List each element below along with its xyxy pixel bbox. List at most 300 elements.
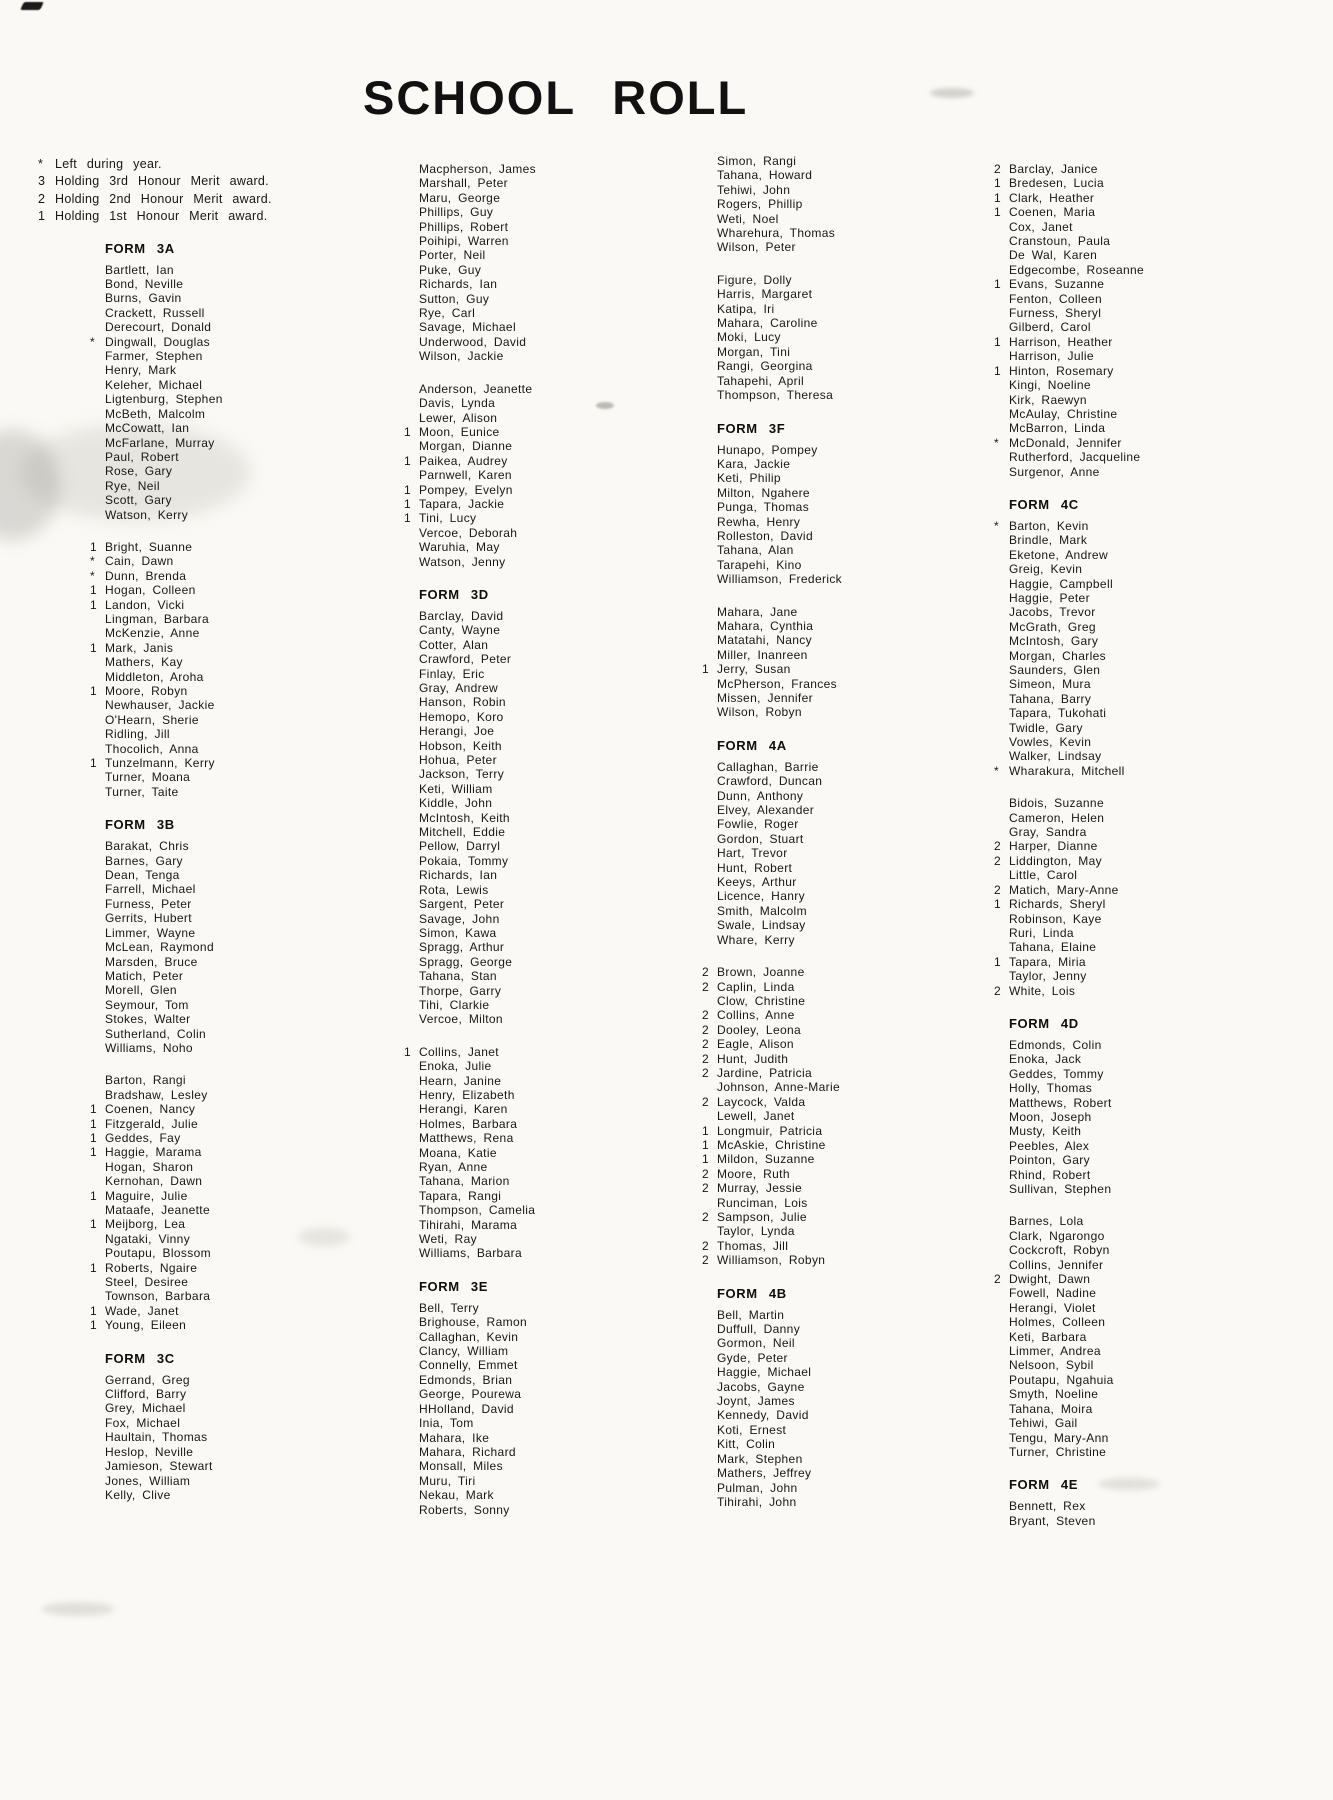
roll-entry — [90, 1041, 378, 1055]
student-name: Tahana, Alan — [717, 543, 794, 558]
roll-entry — [90, 583, 378, 597]
student-name: Cockcroft, Robyn — [1009, 1243, 1110, 1258]
merit-mark: 1 — [994, 176, 1002, 191]
legend-symbol: 3 — [38, 174, 46, 189]
roll-entry — [90, 742, 378, 756]
student-name: Hart, Trevor — [717, 846, 788, 861]
student-name: Longmuir, Patricia — [717, 1123, 823, 1138]
student-name: Lingman, Barbara — [105, 611, 209, 626]
merit-mark: 2 — [994, 983, 1002, 998]
roll-entry — [90, 1131, 378, 1145]
roll-entry — [90, 1232, 378, 1246]
roll-entry — [994, 548, 1333, 562]
roll-entry — [404, 710, 744, 724]
name-group — [994, 1038, 1333, 1196]
roll-entry — [702, 1196, 1042, 1210]
roll-entry — [702, 1066, 1042, 1080]
student-name: Farmer, Stephen — [105, 349, 203, 364]
student-name: Figure, Dolly — [717, 272, 792, 287]
roll-entry — [90, 911, 378, 925]
student-name: Waruhia, May — [419, 540, 500, 555]
student-name: Hemopo, Koro — [419, 709, 504, 724]
roll-entry — [702, 316, 1042, 330]
student-name: Gray, Andrew — [419, 681, 499, 695]
student-name: Eketone, Andrew — [1009, 547, 1108, 562]
merit-mark: 1 — [994, 334, 1002, 349]
student-name: Haggie, Marama — [105, 1145, 202, 1160]
name-group — [702, 273, 1042, 403]
roll-entry — [994, 1330, 1333, 1344]
student-name: Nelsoon, Sybil — [1009, 1358, 1094, 1373]
roll-entry — [994, 191, 1333, 205]
roll-entry — [702, 875, 1042, 889]
merit-mark: * — [90, 554, 96, 569]
roll-entry — [702, 705, 1042, 719]
student-name: Murray, Jessie — [717, 1181, 803, 1196]
roll-entry — [90, 378, 378, 392]
roll-entry — [90, 320, 378, 334]
student-name: Turner, Taite — [105, 784, 179, 799]
student-name: Hobson, Keith — [419, 738, 502, 753]
merit-mark: 1 — [994, 897, 1002, 912]
student-name: Peebles, Alex — [1009, 1138, 1090, 1153]
student-name: Rutherford, Jacqueline — [1009, 450, 1141, 465]
roll-entry — [994, 883, 1333, 897]
roll-entry — [404, 695, 744, 709]
roll-entry — [994, 306, 1333, 320]
student-name: Matthews, Rena — [419, 1131, 514, 1146]
roll-entry — [702, 933, 1042, 947]
student-name: Swale, Lindsay — [717, 918, 806, 933]
name-group — [702, 443, 1042, 587]
student-name: Keeys, Arthur — [717, 875, 797, 890]
roll-entry — [90, 1217, 378, 1231]
roll-entry — [404, 425, 744, 439]
student-name: Rogers, Phillip — [717, 197, 803, 212]
roll-entry — [994, 955, 1333, 969]
roll-entry — [404, 1012, 744, 1026]
roll-entry — [404, 1416, 744, 1430]
student-name: Kara, Jackie — [717, 456, 791, 471]
roll-entry — [90, 1304, 378, 1318]
roll-entry — [404, 1358, 744, 1372]
scan-artifact — [20, 2, 44, 10]
roll-entry — [994, 1286, 1333, 1300]
student-name: Maguire, Julie — [105, 1188, 188, 1203]
student-name: Hunapo, Pompey — [717, 442, 818, 457]
student-name: McBarron, Linda — [1009, 421, 1106, 436]
student-name: Hanson, Robin — [419, 695, 506, 710]
student-name: Cotter, Alan — [419, 637, 489, 652]
student-name: Dunn, Anthony — [717, 788, 804, 803]
roll-entry — [994, 519, 1333, 533]
student-name: Monsall, Miles — [419, 1459, 503, 1474]
roll-entry — [404, 984, 744, 998]
student-name: Weti, Noel — [717, 211, 779, 226]
roll-entry — [404, 1218, 744, 1232]
student-name: Turner, Christine — [1009, 1444, 1107, 1459]
roll-entry — [994, 854, 1333, 868]
merit-mark: 1 — [994, 277, 1002, 292]
student-name: Marsden, Bruce — [105, 954, 198, 969]
roll-entry — [994, 1139, 1333, 1153]
student-name: Wilson, Jackie — [419, 349, 504, 364]
roll-entry — [994, 263, 1333, 277]
student-name: Spragg, George — [419, 954, 513, 969]
roll-entry — [702, 154, 1042, 168]
merit-mark: 2 — [702, 979, 710, 994]
legend — [38, 156, 378, 226]
student-name: Bryant, Steven — [1009, 1513, 1096, 1528]
student-name: Herangi, Violet — [1009, 1300, 1096, 1315]
roll-entry — [404, 767, 744, 781]
student-name: Robinson, Kaye — [1009, 911, 1102, 926]
student-name: Musty, Keith — [1009, 1124, 1082, 1139]
student-name: Liddington, May — [1009, 853, 1102, 868]
roll-entry — [702, 817, 1042, 831]
roll-entry — [404, 796, 744, 810]
form-heading-form-4e: FORM 4E — [1009, 1477, 1078, 1493]
roll-entry — [90, 349, 378, 363]
student-name: Middleton, Aroha — [105, 669, 204, 684]
student-name: McAulay, Christine — [1009, 406, 1118, 421]
student-name: Nekau, Mark — [419, 1488, 494, 1503]
merit-mark: 2 — [702, 1037, 710, 1052]
student-name: Mataafe, Jeanette — [105, 1203, 211, 1217]
roll-entry — [702, 648, 1042, 662]
roll-entry — [994, 1272, 1333, 1286]
student-name: Poutapu, Blossom — [105, 1246, 211, 1261]
legend-entry — [38, 156, 378, 173]
roll-entry — [702, 1167, 1042, 1181]
student-name: Tapara, Rangi — [419, 1188, 502, 1203]
student-name: Meijborg, Lea — [105, 1217, 186, 1232]
roll-entry — [702, 1365, 1042, 1379]
roll-entry — [994, 620, 1333, 634]
student-name: Hunt, Judith — [717, 1051, 789, 1066]
legend-symbol: * — [38, 157, 44, 171]
student-name: Barclay, Janice — [1009, 162, 1098, 176]
column-3 — [702, 154, 1042, 1527]
student-name: Tihirahi, Marama — [419, 1217, 518, 1232]
student-name: Paul, Robert — [105, 449, 179, 464]
student-name: McLean, Raymond — [105, 940, 214, 955]
roll-entry — [702, 529, 1042, 543]
scan-artifact — [930, 88, 974, 98]
roll-entry — [404, 540, 744, 554]
roll-entry — [702, 861, 1042, 875]
student-name: Grey, Michael — [105, 1401, 186, 1416]
legend-text: Left during year. — [55, 157, 162, 171]
roll-entry — [994, 1402, 1333, 1416]
name-group — [994, 1214, 1333, 1459]
roll-entry — [994, 605, 1333, 619]
student-name: Tahana, Elaine — [1009, 940, 1097, 955]
roll-entry — [994, 706, 1333, 720]
student-name: Jamieson, Stewart — [105, 1459, 213, 1474]
roll-entry — [90, 670, 378, 684]
student-name: Pulman, John — [717, 1480, 798, 1495]
legend-text: Holding 1st Honour Merit award. — [55, 209, 268, 224]
student-name: Harrison, Heather — [1009, 334, 1113, 349]
student-name: Fowell, Nadine — [1009, 1286, 1097, 1301]
roll-entry — [90, 464, 378, 478]
student-name: Davis, Lynda — [419, 396, 496, 411]
student-name: Moki, Lucy — [717, 330, 781, 345]
roll-entry — [702, 803, 1042, 817]
roll-entry — [404, 191, 744, 205]
student-name: Furness, Sheryl — [1009, 306, 1102, 321]
roll-entry — [404, 1045, 744, 1059]
roll-entry — [90, 713, 378, 727]
roll-entry — [90, 897, 378, 911]
roll-entry — [404, 1301, 744, 1315]
roll-entry — [90, 421, 378, 435]
student-name: Rolleston, David — [717, 528, 813, 543]
merit-mark: 2 — [994, 162, 1002, 176]
student-name: Marshall, Peter — [419, 176, 508, 191]
student-name: HHolland, David — [419, 1401, 514, 1416]
roll-entry — [404, 1160, 744, 1174]
roll-entry — [702, 240, 1042, 254]
form-heading-form-3f: FORM 3F — [717, 420, 786, 436]
roll-entry — [90, 1373, 378, 1387]
student-name: Barton, Rangi — [105, 1073, 186, 1088]
roll-entry — [90, 569, 378, 583]
student-name: Matthews, Robert — [1009, 1095, 1112, 1110]
student-name: Barclay, David — [419, 608, 504, 623]
roll-entry — [702, 457, 1042, 471]
student-name: Keleher, Michael — [105, 377, 203, 392]
roll-entry — [404, 1059, 744, 1073]
student-name: McIntosh, Keith — [419, 810, 510, 825]
student-name: Savage, John — [419, 911, 500, 926]
student-name: Smyth, Noeline — [1009, 1387, 1099, 1402]
name-group — [994, 519, 1333, 778]
roll-entry — [404, 511, 744, 525]
roll-entry — [90, 263, 378, 277]
merit-mark: 2 — [994, 882, 1002, 897]
roll-entry — [404, 248, 744, 262]
form-heading-form-3a: FORM 3A — [105, 240, 175, 256]
student-name: Vercoe, Milton — [419, 1012, 503, 1027]
roll-entry — [702, 1423, 1042, 1437]
merit-mark: 1 — [994, 190, 1002, 205]
roll-entry — [994, 1067, 1333, 1081]
student-name: Crawford, Duncan — [717, 774, 823, 789]
student-name: Sutherland, Colin — [105, 1026, 207, 1041]
roll-entry — [994, 634, 1333, 648]
student-name: McBeth, Malcolm — [105, 406, 206, 421]
student-name: Mahara, Cynthia — [717, 618, 814, 633]
roll-entry — [404, 1503, 744, 1517]
form-heading-form-3e: FORM 3E — [419, 1278, 488, 1294]
roll-entry — [90, 479, 378, 493]
student-name: Barnes, Lola — [1009, 1214, 1084, 1229]
student-name: Saunders, Glen — [1009, 663, 1101, 677]
roll-entry — [90, 335, 378, 349]
roll-entry — [702, 691, 1042, 705]
name-group — [90, 839, 378, 1055]
student-name: Landon, Vicki — [105, 597, 185, 612]
student-name: Joynt, James — [717, 1394, 795, 1409]
student-name: Wharehura, Thomas — [717, 226, 836, 241]
name-group — [90, 540, 378, 799]
merit-mark: 1 — [404, 511, 412, 526]
student-name: Herangi, Karen — [419, 1102, 508, 1117]
roll-entry — [404, 1102, 744, 1116]
roll-entry — [90, 1027, 378, 1041]
roll-entry — [994, 436, 1333, 450]
roll-entry — [404, 1474, 744, 1488]
student-name: Keti, Philip — [717, 471, 781, 486]
roll-entry — [702, 1095, 1042, 1109]
roll-entry — [702, 1124, 1042, 1138]
roll-entry — [404, 205, 744, 219]
roll-entry — [90, 854, 378, 868]
merit-mark: 1 — [90, 1303, 98, 1318]
student-name: Holmes, Colleen — [1009, 1315, 1106, 1330]
roll-entry — [90, 392, 378, 406]
roll-entry — [994, 969, 1333, 983]
student-name: Matich, Mary-Anne — [1009, 882, 1119, 897]
roll-entry — [994, 897, 1333, 911]
roll-entry — [994, 277, 1333, 291]
student-name: McKenzie, Anne — [105, 626, 200, 641]
student-name: Keti, Barbara — [1009, 1329, 1087, 1344]
roll-entry — [90, 1275, 378, 1289]
legend-symbol: 2 — [38, 191, 46, 206]
merit-mark: 1 — [994, 363, 1002, 378]
roll-entry — [404, 638, 744, 652]
roll-entry — [702, 980, 1042, 994]
roll-entry — [404, 411, 744, 425]
roll-entry — [404, 1117, 744, 1131]
roll-entry — [994, 364, 1333, 378]
student-name: Parnwell, Karen — [419, 468, 512, 483]
student-name: Mahara, Ike — [419, 1430, 490, 1445]
student-name: Morgan, Dianne — [419, 439, 513, 454]
roll-entry — [702, 1336, 1042, 1350]
roll-entry — [702, 677, 1042, 691]
student-name: Tapara, Miria — [1009, 954, 1086, 969]
student-name: Elvey, Alexander — [717, 803, 815, 818]
roll-entry — [404, 1146, 744, 1160]
name-group — [404, 1045, 744, 1261]
student-name: Haggie, Campbell — [1009, 576, 1113, 591]
roll-entry — [90, 940, 378, 954]
roll-entry — [404, 868, 744, 882]
merit-mark: 1 — [404, 496, 412, 511]
student-name: White, Lois — [1009, 983, 1076, 998]
roll-entry — [90, 770, 378, 784]
student-name: Ligtenburg, Stephen — [105, 392, 223, 407]
student-name: Pointon, Gary — [1009, 1153, 1090, 1168]
student-name: Ruri, Linda — [1009, 925, 1074, 940]
roll-entry — [702, 846, 1042, 860]
student-name: Callaghan, Kevin — [419, 1329, 519, 1344]
roll-entry — [90, 1088, 378, 1102]
roll-entry — [404, 1131, 744, 1145]
roll-entry — [702, 1239, 1042, 1253]
roll-entry — [90, 641, 378, 655]
roll-entry — [90, 540, 378, 554]
student-name: Wade, Janet — [105, 1303, 179, 1318]
student-name: Watson, Jenny — [419, 554, 506, 569]
roll-entry — [404, 306, 744, 320]
roll-entry — [404, 1174, 744, 1188]
roll-entry — [90, 450, 378, 464]
roll-entry — [702, 774, 1042, 788]
student-name: Tehiwi, John — [717, 182, 791, 197]
student-name: Keti, William — [419, 781, 493, 796]
roll-entry — [994, 205, 1333, 219]
student-name: Edmonds, Colin — [1009, 1037, 1102, 1052]
roll-entry — [404, 1431, 744, 1445]
merit-mark: 1 — [994, 954, 1002, 969]
student-name: Tapara, Tukohati — [1009, 706, 1107, 721]
student-name: Simeon, Mura — [1009, 677, 1091, 692]
roll-entry — [994, 1124, 1333, 1138]
merit-mark: 1 — [90, 1116, 98, 1131]
roll-entry — [90, 291, 378, 305]
student-name: Wilson, Robyn — [717, 705, 802, 720]
student-name: Tahana, Stan — [419, 969, 497, 984]
roll-entry — [404, 825, 744, 839]
roll-entry — [994, 764, 1333, 778]
roll-entry — [702, 183, 1042, 197]
student-name: Kernohan, Dawn — [105, 1174, 203, 1189]
student-name: Katipa, Iri — [717, 301, 775, 316]
student-name: Tihirahi, John — [717, 1494, 797, 1509]
student-name: Mitchell, Eddie — [419, 825, 506, 840]
merit-mark: 1 — [702, 1137, 710, 1152]
student-name: Rewha, Henry — [717, 514, 801, 529]
student-name: Moore, Robyn — [105, 684, 188, 698]
roll-entry — [404, 897, 744, 911]
student-name: Ridling, Jill — [105, 727, 170, 742]
roll-entry — [702, 302, 1042, 316]
roll-entry — [702, 1408, 1042, 1422]
student-name: De Wal, Karen — [1009, 248, 1098, 263]
roll-entry — [702, 1394, 1042, 1408]
roll-entry — [702, 1210, 1042, 1224]
roll-entry — [702, 1452, 1042, 1466]
student-name: Bradshaw, Lesley — [105, 1087, 208, 1102]
roll-entry — [90, 493, 378, 507]
roll-entry — [404, 782, 744, 796]
roll-entry — [404, 724, 744, 738]
merit-mark: 1 — [404, 482, 412, 497]
student-name: Wilson, Peter — [717, 240, 796, 255]
roll-entry — [404, 162, 744, 176]
name-group — [90, 1073, 378, 1332]
student-name: Canty, Wayne — [419, 623, 501, 638]
roll-entry — [994, 421, 1333, 435]
student-name: Bell, Martin — [717, 1307, 785, 1322]
roll-entry — [702, 605, 1042, 619]
student-name: Laycock, Valda — [717, 1094, 806, 1109]
roll-entry — [90, 969, 378, 983]
student-name: Porter, Neil — [419, 248, 486, 263]
roll-entry — [404, 1232, 744, 1246]
student-name: Rangi, Georgina — [717, 359, 813, 374]
roll-entry — [994, 465, 1333, 479]
student-name: Spragg, Arthur — [419, 940, 505, 955]
roll-entry — [702, 443, 1042, 457]
student-name: Jacobs, Trevor — [1009, 605, 1096, 620]
student-name: Ngataki, Vinny — [105, 1231, 191, 1246]
